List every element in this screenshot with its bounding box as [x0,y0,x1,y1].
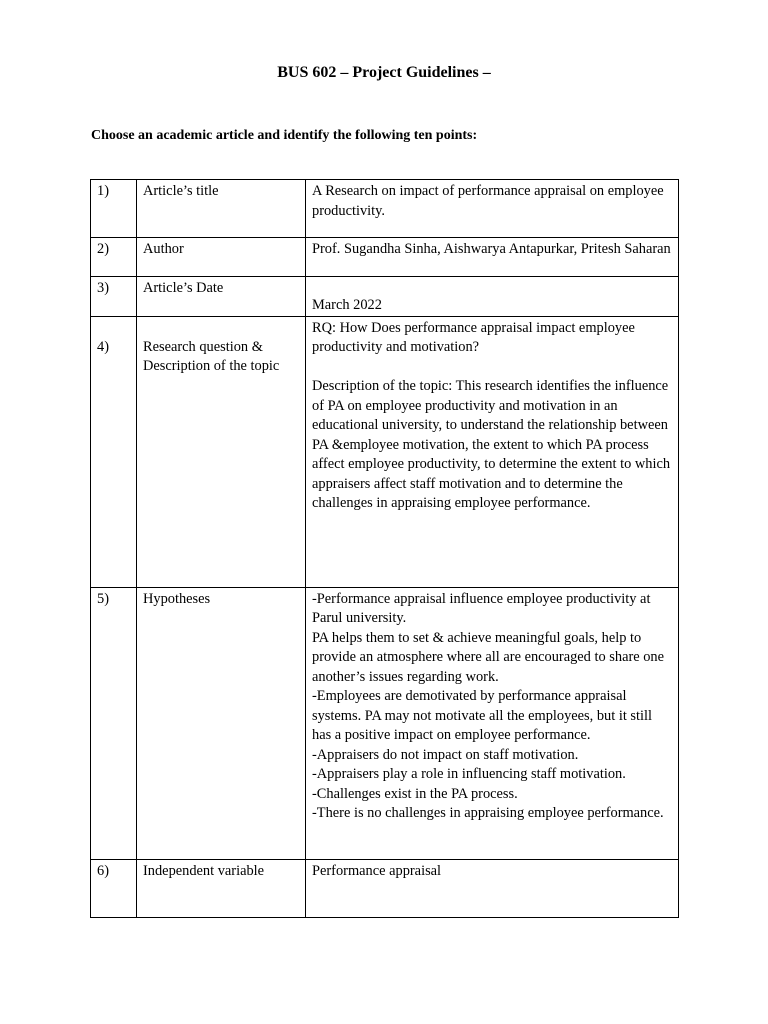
hypothesis-line: -Challenges exist in the PA process. [312,785,518,802]
table-row [91,238,679,277]
row-value: Performance appraisal [306,859,679,917]
row-value [306,587,679,859]
row-label: Article’s title [137,180,306,238]
table-row [91,587,679,859]
row-label: Research question & Description of the topic [137,316,306,587]
row-label: Author [137,238,306,277]
row-number: 5) [91,587,137,859]
row-value: Prof. Sugandha Sinha, Aishwarya Antapurkar, Pritesh Saharan [306,238,679,277]
hypothesis-line: -Employees are demotivated by performance appraisal systems. PA may not motivate all the employees, but it still has a positive impact on employee performance. [312,688,653,743]
row-number: 1) [91,180,137,238]
hypothesis-line: -Appraisers do not impact on staff motivation. [312,746,579,763]
instruction-text: Choose an academic article and identify the following ten points: [91,128,478,143]
topic-description: Description of the topic: This research identifies the influence of PA on employee productivity and motivation in an educational university, to understand the relationship between PA &employee motivation, the extent to which PA process affect employee productivity, to determine the extent to which appraisers affect staff motivation and to determine the challenges in appraising employee performance. [312,378,671,511]
hypothesis-line: -There is no challenges in appraising employee performance. [312,805,664,821]
row-value: A Research on impact of performance appraisal on employee productivity. [306,180,679,238]
row-label: Article’s Date [137,277,306,317]
row-value [306,277,679,317]
hypothesis-line: PA helps them to set & achieve meaningful goals, help to provide an atmosphere where all are encouraged to share one another’s issues regarding work. [312,629,665,685]
row-number: 4) [91,316,137,587]
table-row [91,859,679,917]
row-label: Hypotheses [137,587,306,859]
row-number: 6) [91,859,137,917]
row-value [306,316,679,587]
row-number: 3) [91,277,137,317]
hypothesis-line: -Appraisers play a role in influencing staff motivation. [312,766,626,782]
hypothesis-line: -Performance appraisal influence employee productivity at Parul university. [312,590,651,626]
research-question: RQ: How Does performance appraisal impact employee productivity and motivation? [312,319,635,355]
row-label: Independent variable [137,859,306,917]
document-title: BUS 602 – Project Guidelines – [277,64,491,81]
table-row [91,180,679,238]
guidelines-table [90,179,679,918]
row-number: 2) [91,238,137,277]
table-row [91,277,679,317]
article-date: March 2022 [312,297,382,313]
table-row [91,316,679,587]
